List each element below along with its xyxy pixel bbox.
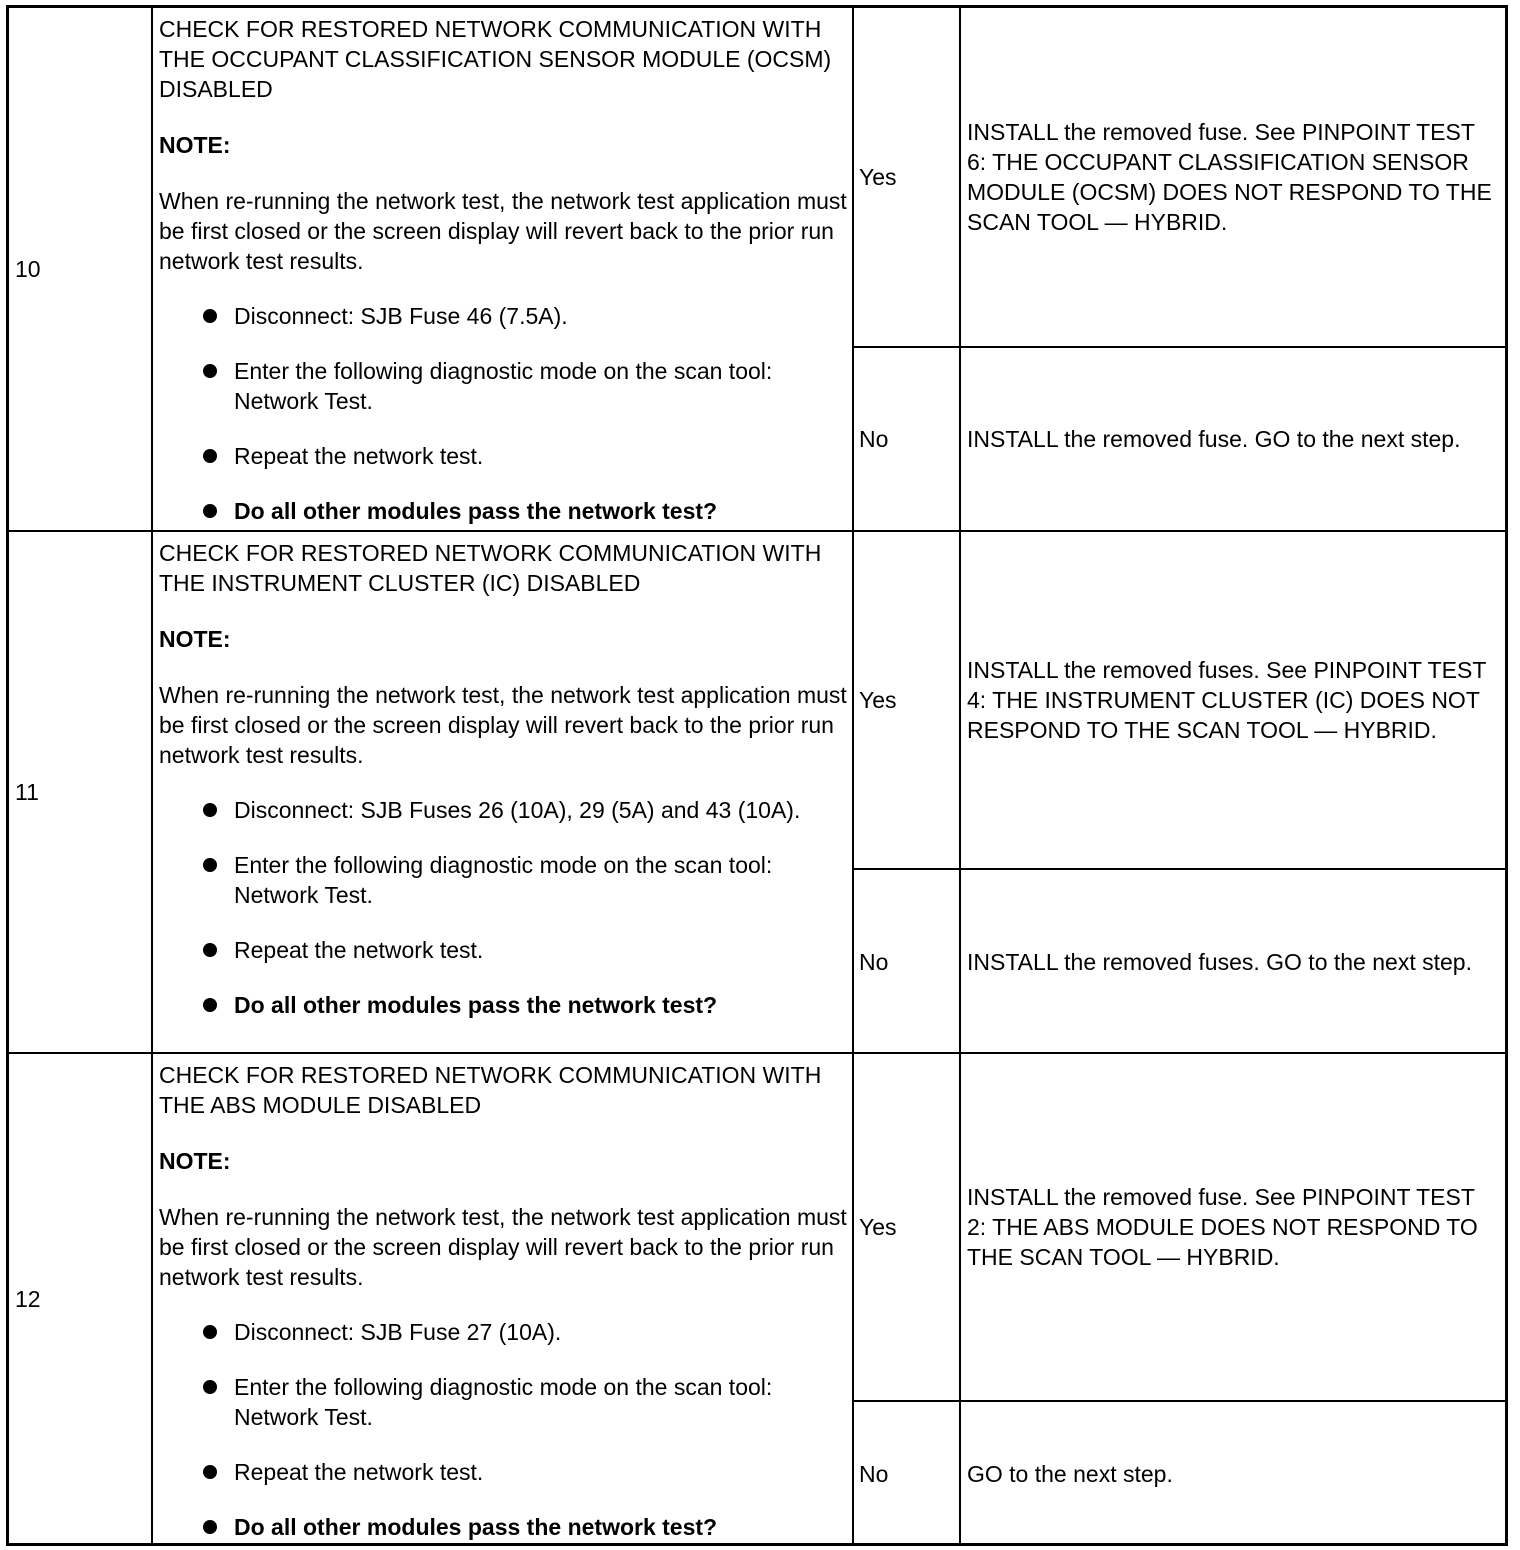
action-text: Repeat the network test. xyxy=(234,937,484,963)
answer-yes-label: Yes xyxy=(854,1054,961,1400)
question-text: Do all other modules pass the network test? xyxy=(234,1514,718,1540)
answer-yes-label: Yes xyxy=(854,8,961,346)
action-text: Enter the following diagnostic mode on the scan tool: Network Test. xyxy=(234,1374,773,1430)
bullet-icon xyxy=(203,309,217,323)
step-action-cell xyxy=(153,1054,854,1543)
list-item xyxy=(159,935,848,965)
action-list xyxy=(159,795,848,1020)
no-result xyxy=(961,1402,1505,1545)
bullet-icon xyxy=(203,1465,217,1479)
yes-result xyxy=(961,532,1505,868)
note-text: When re-running the network test, the network test application must be first closed or the screen display will revert back to the prior run network test results. xyxy=(159,1204,847,1290)
action-text: Enter the following diagnostic mode on the scan tool: Network Test. xyxy=(234,852,773,908)
bullet-icon xyxy=(203,504,217,518)
answer-no-label: No xyxy=(854,870,961,1054)
bullet-icon xyxy=(203,364,217,378)
no-result-text: INSTALL the removed fuse. GO to the next step. xyxy=(967,426,1461,452)
step-row-12 xyxy=(9,1052,1505,1543)
action-list xyxy=(159,301,848,526)
yes-result-text: INSTALL the removed fuse. See PINPOINT TEST 6: THE OCCUPANT CLASSIFICATION SENSOR MODULE (OCSM) DOES NOT RESPOND TO THE SCAN TOOL — HYBRID. xyxy=(967,119,1492,235)
action-text: Disconnect: SJB Fuses 26 (10A), 29 (5A) and 43 (10A). xyxy=(234,797,801,823)
step-action-cell xyxy=(153,532,854,1052)
note-text: When re-running the network test, the network test application must be first closed or the screen display will revert back to the prior run network test results. xyxy=(159,188,847,274)
step-number: 12 xyxy=(9,1054,153,1543)
note-text: When re-running the network test, the network test application must be first closed or the screen display will revert back to the prior run network test results. xyxy=(159,682,847,768)
note-label: NOTE: xyxy=(159,626,231,652)
list-item xyxy=(159,1457,848,1487)
step-row-10 xyxy=(9,8,1505,530)
bullet-icon xyxy=(203,1520,217,1534)
outcome-yes xyxy=(854,532,1505,870)
answer-no-label: No xyxy=(854,1402,961,1545)
yes-result xyxy=(961,1054,1505,1400)
yes-result-text: INSTALL the removed fuses. See PINPOINT TEST 4: THE INSTRUMENT CLUSTER (IC) DOES NOT RESPOND TO THE SCAN TOOL — HYBRID. xyxy=(967,657,1486,743)
list-item xyxy=(159,356,848,416)
question-text: Do all other modules pass the network test? xyxy=(234,992,718,1018)
bullet-icon xyxy=(203,1325,217,1339)
list-item xyxy=(159,441,848,471)
list-item xyxy=(159,1317,848,1347)
bullet-icon xyxy=(203,858,217,872)
yes-result xyxy=(961,8,1505,346)
bullet-icon xyxy=(203,449,217,463)
list-item-question xyxy=(159,1512,848,1542)
outcome-no xyxy=(854,348,1505,530)
note-label: NOTE: xyxy=(159,1148,231,1174)
list-item-question xyxy=(159,990,848,1020)
list-item xyxy=(159,795,848,825)
list-item xyxy=(159,1372,848,1432)
no-result-text: GO to the next step. xyxy=(967,1460,1173,1487)
pinpoint-test-table xyxy=(6,5,1508,1546)
note-label: NOTE: xyxy=(159,132,231,158)
step-title: CHECK FOR RESTORED NETWORK COMMUNICATION WITH THE OCCUPANT CLASSIFICATION SENSOR MODULE (OCSM) DISABLED xyxy=(159,16,832,102)
step-row-11 xyxy=(9,530,1505,1052)
question-text: Do all other modules pass the network test? xyxy=(234,498,718,524)
action-text: Repeat the network test. xyxy=(234,443,484,469)
action-text: Disconnect: SJB Fuse 46 (7.5A). xyxy=(234,303,568,329)
step-number: 11 xyxy=(9,532,153,1052)
no-result xyxy=(961,870,1505,1054)
outcome-no xyxy=(854,870,1505,1054)
no-result-text: INSTALL the removed fuses. GO to the next step. xyxy=(967,949,1472,975)
action-list xyxy=(159,1317,848,1542)
answer-yes-label: Yes xyxy=(854,532,961,868)
list-item xyxy=(159,301,848,331)
no-result xyxy=(961,348,1505,530)
bullet-icon xyxy=(203,943,217,957)
step-number: 10 xyxy=(9,8,153,530)
bullet-icon xyxy=(203,998,217,1012)
action-text: Disconnect: SJB Fuse 27 (10A). xyxy=(234,1319,562,1345)
step-title: CHECK FOR RESTORED NETWORK COMMUNICATION WITH THE INSTRUMENT CLUSTER (IC) DISABLED xyxy=(159,540,822,596)
bullet-icon xyxy=(203,1380,217,1394)
bullet-icon xyxy=(203,803,217,817)
step-title: CHECK FOR RESTORED NETWORK COMMUNICATION WITH THE ABS MODULE DISABLED xyxy=(159,1062,822,1118)
outcome-yes xyxy=(854,8,1505,348)
list-item xyxy=(159,850,848,910)
outcome-yes xyxy=(854,1054,1505,1402)
step-action-cell xyxy=(153,8,854,530)
action-text: Enter the following diagnostic mode on the scan tool: Network Test. xyxy=(234,358,773,414)
outcome-no xyxy=(854,1402,1505,1545)
yes-result-text: INSTALL the removed fuse. See PINPOINT TEST 2: THE ABS MODULE DOES NOT RESPOND TO THE SCAN TOOL — HYBRID. xyxy=(967,1184,1478,1270)
answer-no-label: No xyxy=(854,348,961,530)
action-text: Repeat the network test. xyxy=(234,1459,484,1485)
list-item-question xyxy=(159,496,848,526)
